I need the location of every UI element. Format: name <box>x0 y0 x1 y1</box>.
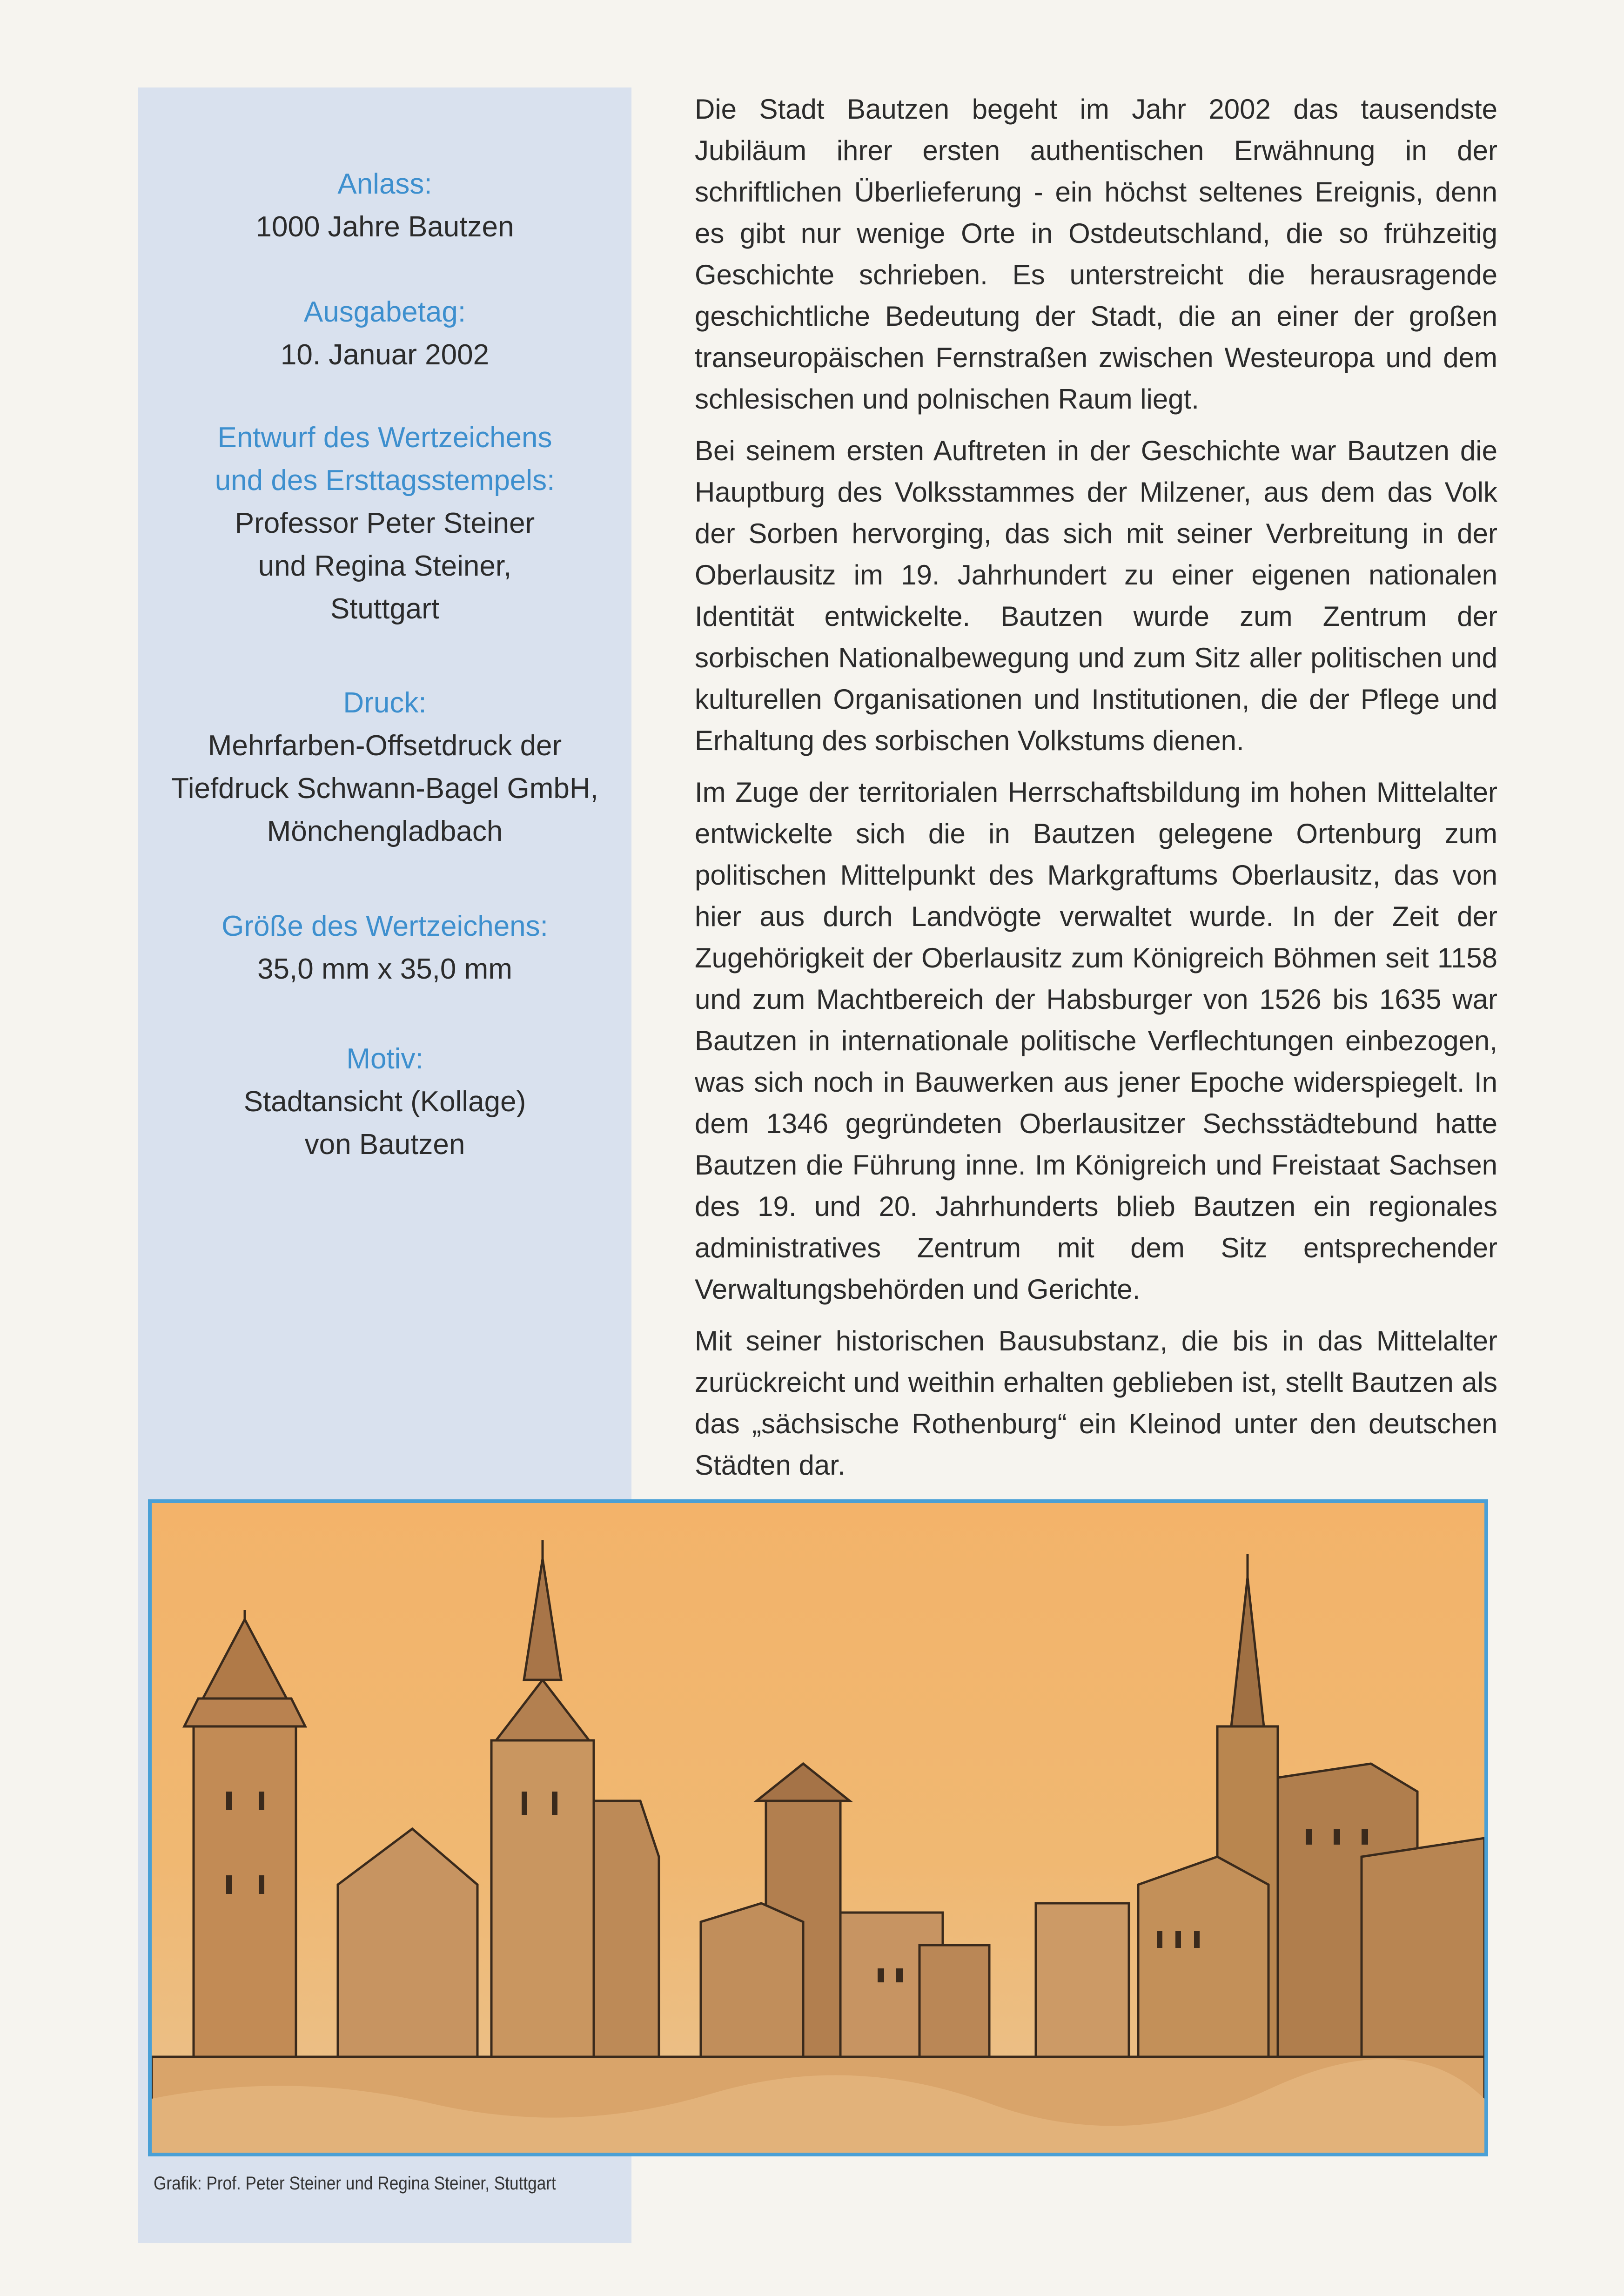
paragraph: Bei seinem ersten Auftreten in der Geschichte war Bautzen die Hauptburg des Volksstammes der Milzener, aus dem das Volk der Sorben hervorging, das sich mit seiner Verbreitung in der Oberlausitz im 19. Jahrhundert zu einer eigenen nationalen Identität entwickelte. Bautzen wurde zum Zentrum der sorbischen Nationalbewegung und zum Sitz aller politischen und kulturellen Organisationen und Institutionen, die der Pflege und Erhaltung des sorbischen Volkstums dienen. <box>695 435 1497 756</box>
anlass-label: Anlass: <box>337 168 432 200</box>
ausgabetag-value: 10. Januar 2002 <box>280 339 490 371</box>
entwurf-value-1: Professor Peter Steiner <box>235 507 535 539</box>
druck-value-1: Mehrfarben-Offsetdruck der <box>208 730 562 762</box>
paragraph: Die Stadt Bautzen begeht im Jahr 2002 das tausendste Jubiläum ihrer ersten authentischen Erwähnung in der schriftlichen Überlieferung - ein höchst seltenes Ereignis, denn es gibt nur wenige Orte in Ostdeutschland, die so frühzeitig Geschichte schrieben. Es unterstreicht die herausragende geschichtliche Bedeutung der Stadt, die an einer der großen transeuropäischen Fernstraßen zwischen Westeuropa und dem schlesischen und polnischen Raum liegt. <box>695 94 1497 415</box>
groesse-label: Größe des Wertzeichens: <box>221 910 548 942</box>
entwurf-value-3: Stuttgart <box>330 593 440 625</box>
ausgabetag-section <box>138 291 631 376</box>
entwurf-label-2: und des Ersttagsstempels: <box>215 464 555 497</box>
paragraph: Im Zuge der territorialen Herrschaftsbildung im hohen Mittelalter entwickelte sich die in Bautzen gelegene Ortenburg zum politischen Mittelpunkt des Markgraftums Oberlausitz, das von hier aus durch Landvögte verwaltet wurde. In der Zeit der Zugehörigkeit der Oberlausitz zum Königreich Böhmen seit 1158 und zum Machtbereich der Habsburger von 1526 bis 1635 war Bautzen in internationale politische Verflechtungen einbezogen, was sich noch in Bauwerken aus jener Epoche widerspiegelt. In dem 1346 gegründeten Oberlausitzer Sechsstädtebund hatte Bautzen die Führung inne. Im Königreich und Freistaat Sachsen des 19. und 20. Jahrhunderts blieb Bautzen ein regionales administratives Zentrum mit dem Sitz entsprechender Verwaltungsbehörden und Gerichte. <box>695 777 1497 1305</box>
anlass-value: 1000 Jahre Bautzen <box>255 211 514 243</box>
entwurf-value-2: und Regina Steiner, <box>258 550 512 582</box>
ausgabetag-label: Ausgabetag: <box>303 296 466 328</box>
illustration-caption: Grafik: Prof. Peter Steiner und Regina Steiner, Stuttgart <box>154 2173 556 2194</box>
druck-value-2: Tiefdruck Schwann-Bagel GmbH, <box>171 772 598 805</box>
article-body <box>695 88 1497 1496</box>
motiv-value-1: Stadtansicht (Kollage) <box>243 1086 526 1118</box>
paragraph: Mit seiner historischen Bausubstanz, die bis in das Mittelalter zurückreicht und weithin erhalten geblieben ist, stellt Bautzen als das „sächsische Rothenburg“ ein Kleinod unter den deutschen Städten dar. <box>695 1325 1497 1481</box>
motiv-section <box>138 1038 631 1166</box>
entwurf-label: Entwurf des Wertzeichens <box>217 422 552 454</box>
bautzen-skyline-drawing <box>152 1503 1484 2153</box>
groesse-value: 35,0 mm x 35,0 mm <box>257 953 512 985</box>
druck-value-3: Mönchengladbach <box>267 815 503 847</box>
anlass-section <box>138 163 631 248</box>
druck-label: Druck: <box>343 687 427 719</box>
groesse-section <box>138 905 631 991</box>
city-illustration <box>148 1499 1488 2156</box>
motiv-value-2: von Bautzen <box>304 1128 465 1161</box>
druck-section <box>138 682 631 853</box>
entwurf-section <box>138 416 631 631</box>
motiv-label: Motiv: <box>346 1043 423 1075</box>
